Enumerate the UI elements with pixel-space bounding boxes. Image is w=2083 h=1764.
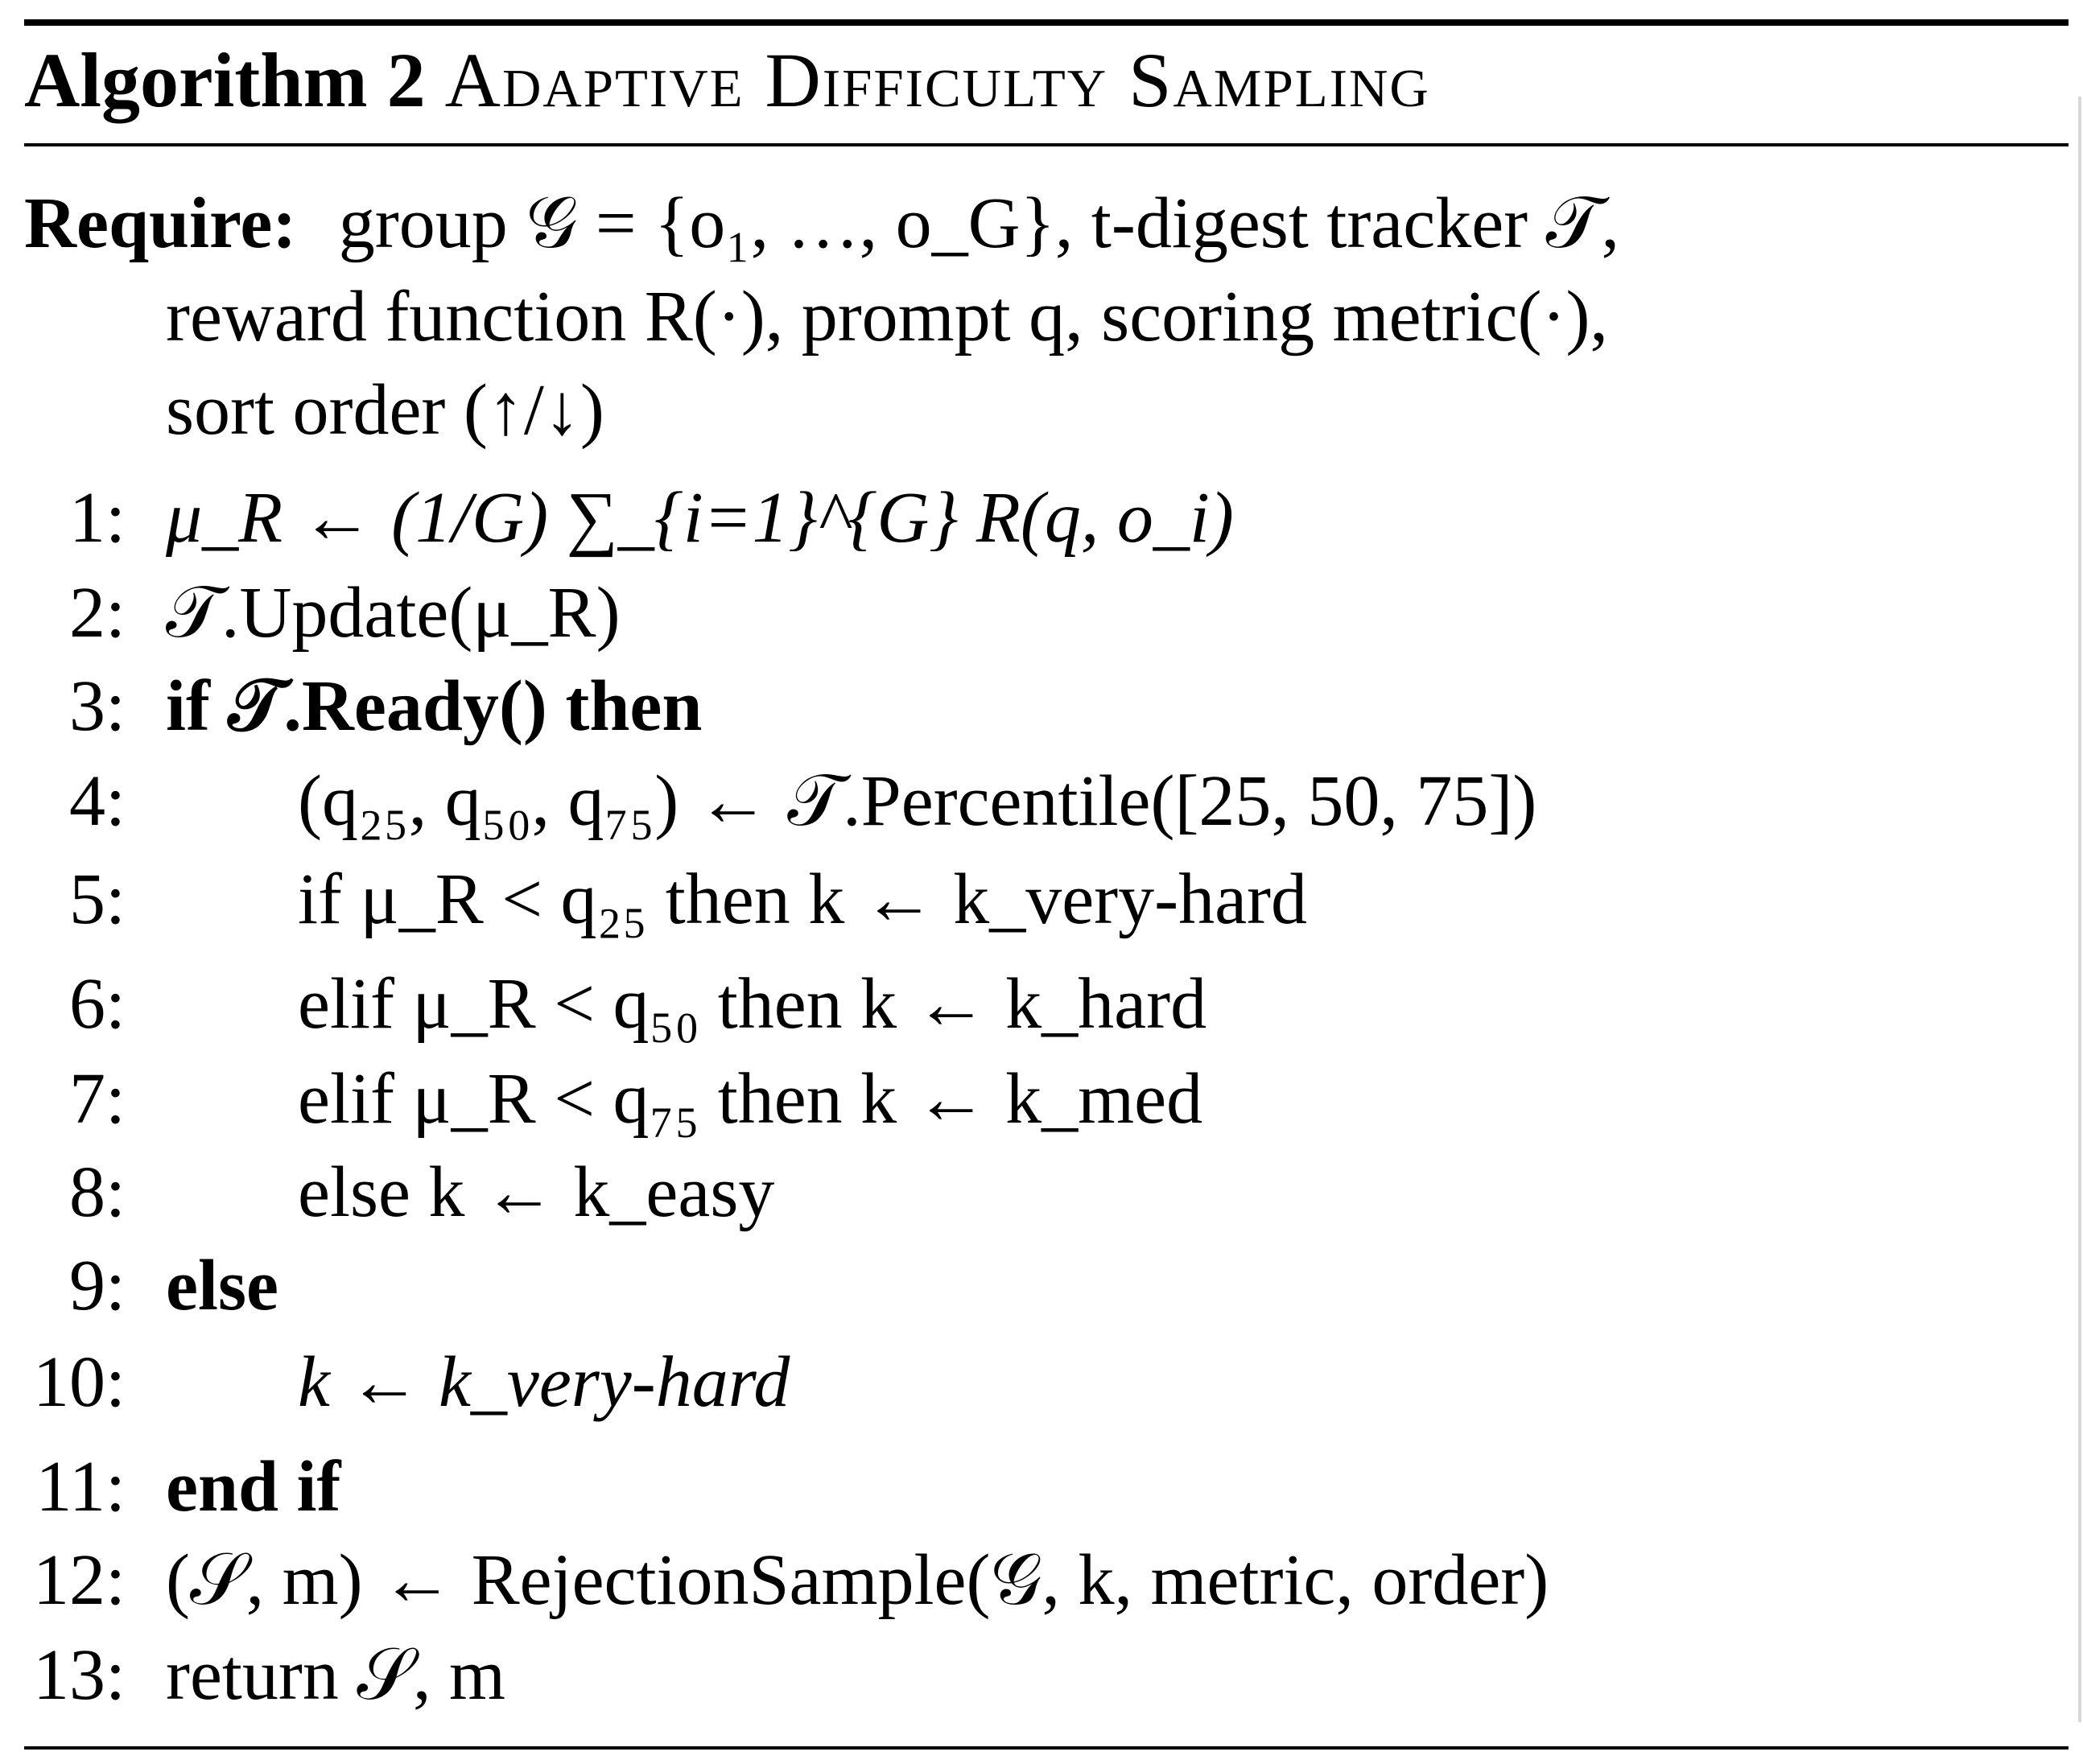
line-number: 12:	[32, 1540, 126, 1620]
line-number: 9:	[68, 1246, 126, 1325]
step-text: end if	[166, 1447, 341, 1527]
step-line-7	[0, 1053, 2012, 1146]
step-text: (q₂₅, q₅₀, q₇₅) ← 𝒯.Percentile([25, 50, 75])	[298, 761, 1537, 841]
algorithm-label: Algorithm 2	[24, 37, 426, 123]
step-line-10	[0, 1336, 2012, 1429]
line-number: 6:	[68, 964, 126, 1044]
line-number: 10:	[32, 1342, 126, 1422]
step-line-1	[0, 472, 2012, 565]
step-line-5	[0, 853, 2012, 946]
page-edge-shadow	[2078, 97, 2081, 1722]
step-line-9	[0, 1239, 2012, 1333]
algorithm-title: Adaptive Difficulty Sampling	[444, 37, 1430, 123]
step-text: 𝒯.Update(μ_R)	[166, 573, 621, 653]
step-line-3	[0, 660, 2012, 753]
require-text-1: group 𝒢 = {o₁, …, o_G}, t-digest tracker 𝒯,	[338, 183, 1620, 263]
line-number: 2:	[68, 573, 126, 653]
require-line-1	[24, 177, 1619, 270]
step-text: elif μ_R < q₇₅ then k ← k_med	[298, 1059, 1203, 1139]
require-line-2	[166, 270, 1608, 364]
step-line-6	[0, 958, 2012, 1051]
step-line-2	[0, 567, 2012, 660]
caption-rule	[24, 143, 2069, 146]
step-text: if 𝒯.Ready() then	[166, 666, 703, 746]
step-text: elif μ_R < q₅₀ then k ← k_hard	[298, 964, 1207, 1044]
top-rule	[24, 19, 2069, 26]
line-number: 4:	[68, 761, 126, 841]
line-number: 7:	[68, 1059, 126, 1139]
line-number: 8:	[68, 1152, 126, 1232]
line-number: 3:	[68, 666, 126, 746]
step-text: (𝒮, m) ← RejectionSample(𝒢, k, metric, order)	[166, 1540, 1549, 1620]
require-text-3: sort order (↑/↓)	[166, 370, 604, 450]
step-text: k ← k_very-hard	[298, 1342, 790, 1422]
step-text: else	[166, 1246, 278, 1325]
algorithm-caption	[24, 32, 1430, 129]
step-line-11	[0, 1440, 2012, 1534]
step-text: return 𝒮, m	[166, 1635, 506, 1715]
step-text: if μ_R < q₂₅ then k ← k_very-hard	[298, 859, 1308, 939]
line-number: 13:	[32, 1635, 126, 1715]
step-line-13	[0, 1629, 2012, 1722]
step-line-8	[0, 1146, 2012, 1239]
line-number: 5:	[68, 859, 126, 939]
line-number: 1:	[68, 478, 126, 558]
line-number: 11:	[35, 1447, 126, 1527]
require-text-2: reward function R(·), prompt q, scoring metric(·),	[166, 277, 1608, 357]
step-text: else k ← k_easy	[298, 1152, 775, 1232]
step-line-12	[0, 1534, 2012, 1627]
require-line-3	[166, 364, 604, 457]
bottom-rule	[24, 1746, 2069, 1750]
step-text: μ_R ← (1/G) ∑_{i=1}^{G} R(q, o_i)	[166, 478, 1234, 558]
step-line-4	[0, 755, 2012, 848]
require-keyword: Require:	[24, 183, 297, 263]
